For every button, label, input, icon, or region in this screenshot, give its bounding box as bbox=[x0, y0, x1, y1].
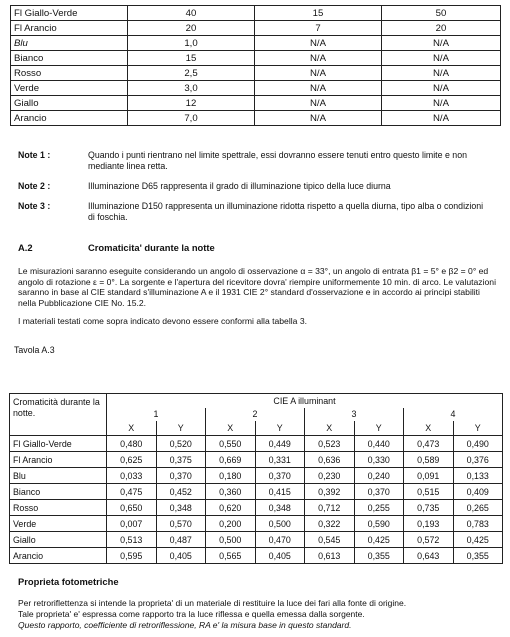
table-cell: N/A bbox=[382, 81, 501, 96]
table-cell: N/A bbox=[382, 36, 501, 51]
table-cell: 15 bbox=[128, 51, 255, 66]
table-cell: 0,033 bbox=[107, 468, 157, 484]
row-label: Fl Giallo-Verde bbox=[10, 436, 107, 452]
table-cell: N/A bbox=[255, 36, 382, 51]
table-cell: N/A bbox=[255, 96, 382, 111]
table-row bbox=[11, 111, 501, 126]
table-cell: 3,0 bbox=[128, 81, 255, 96]
table-row bbox=[10, 452, 503, 468]
table-row bbox=[10, 516, 503, 532]
table-cell: 0,091 bbox=[404, 468, 454, 484]
table-cell: 0,133 bbox=[453, 468, 503, 484]
note-2-text: Illuminazione D65 rappresenta il grado di illuminazione tipico della luce diurna bbox=[88, 181, 391, 191]
table-a3-caption: Tavola A.3 bbox=[14, 345, 55, 355]
table-cell: 0,370 bbox=[255, 468, 305, 484]
table-cell: 0,230 bbox=[305, 468, 355, 484]
row-label: Arancio bbox=[11, 111, 128, 126]
table-row bbox=[10, 532, 503, 548]
header-group: 1 bbox=[107, 408, 206, 421]
header-main: CIE A illuminant bbox=[107, 394, 503, 409]
row-label: Blu bbox=[11, 36, 128, 51]
notes-block bbox=[18, 150, 498, 220]
table-cell: 0,392 bbox=[305, 484, 355, 500]
table-cell: 0,348 bbox=[255, 500, 305, 516]
chromaticity-table bbox=[9, 393, 503, 564]
table-cell: 40 bbox=[128, 6, 255, 21]
table-cell: 0,625 bbox=[107, 452, 157, 468]
table-cell: 0,409 bbox=[453, 484, 503, 500]
table-row bbox=[11, 51, 501, 66]
table-cell: 15 bbox=[255, 6, 382, 21]
table-cell: 0,452 bbox=[156, 484, 206, 500]
header-group: 4 bbox=[404, 408, 503, 421]
table-cell: N/A bbox=[255, 66, 382, 81]
note-1-text: Quando i punti rientrano nel limite spettrale, essi dovranno essere tenuti entro questo limite e non mediante linea retta. bbox=[88, 150, 467, 171]
table-cell: N/A bbox=[382, 96, 501, 111]
table-cell: 0,589 bbox=[404, 452, 454, 468]
table-cell: 0,520 bbox=[156, 436, 206, 452]
table-cell: N/A bbox=[382, 51, 501, 66]
table-row bbox=[10, 500, 503, 516]
table-row bbox=[11, 21, 501, 36]
section-a2-paragraph: Le misurazioni saranno eseguite considerando un angolo di osservazione α = 33°, un angolo di entrata β1 = 5° e β2 = 0° ed angolo di rotazione ε = 0°. La sorgente e l'apertura del ricevitore dovra' riempire uniformemente 10 min. di arco. Le valutazioni saranno in base al CIE standard s'illuminazione A e il 1931 CIE 2° standard d'osservazione e in accordo ai principi stabiliti nella Pubblicazione CIE No. 15.2. bbox=[18, 266, 496, 308]
note-1-label: Note 1 : bbox=[18, 150, 51, 160]
row-label: Verde bbox=[10, 516, 107, 532]
row-label: Giallo bbox=[10, 532, 107, 548]
header-axis: X bbox=[404, 421, 454, 436]
photometric-line-3: Questo rapporto, coefficiente di retroriflessione, RA e' la misura base in questo standard. bbox=[18, 620, 352, 630]
header-axis: Y bbox=[354, 421, 404, 436]
table-cell: 0,265 bbox=[453, 500, 503, 516]
table-row bbox=[10, 468, 503, 484]
table-cell: 0,425 bbox=[354, 532, 404, 548]
table-cell: 0,669 bbox=[206, 452, 256, 468]
row-label: Giallo bbox=[11, 96, 128, 111]
table-cell: 1,0 bbox=[128, 36, 255, 51]
table-cell: 0,515 bbox=[404, 484, 454, 500]
table-cell: 0,375 bbox=[156, 452, 206, 468]
table-cell: 0,545 bbox=[305, 532, 355, 548]
header-axis: Y bbox=[453, 421, 503, 436]
note-2-label: Note 2 : bbox=[18, 181, 51, 191]
section-a2-conformity: I materiali testati come sopra indicato devono essere conformi alla tabella 3. bbox=[18, 316, 307, 326]
table-cell: 0,712 bbox=[305, 500, 355, 516]
header-name: Cromaticità durante la notte. bbox=[10, 394, 107, 436]
table-cell: 0,473 bbox=[404, 436, 454, 452]
header-axis: X bbox=[206, 421, 256, 436]
table-cell: 0,440 bbox=[354, 436, 404, 452]
table-cell: 7,0 bbox=[128, 111, 255, 126]
luminance-table bbox=[10, 5, 501, 126]
table-cell: 0,735 bbox=[404, 500, 454, 516]
table-cell: N/A bbox=[382, 66, 501, 81]
photometric-line-2: Tale proprieta' e' espressa come rapporto tra la luce riflessa e quella emessa dalla sorgente. bbox=[18, 609, 365, 619]
table-cell: N/A bbox=[255, 111, 382, 126]
row-label: Fl Arancio bbox=[10, 452, 107, 468]
table-cell: 0,620 bbox=[206, 500, 256, 516]
table-cell: 0,322 bbox=[305, 516, 355, 532]
table-cell: 0,550 bbox=[206, 436, 256, 452]
table-cell: 20 bbox=[382, 21, 501, 36]
table-cell: 0,565 bbox=[206, 548, 256, 564]
table-cell: 2,5 bbox=[128, 66, 255, 81]
table-row bbox=[11, 36, 501, 51]
table-cell: N/A bbox=[382, 111, 501, 126]
table-cell: 0,240 bbox=[354, 468, 404, 484]
row-label: Rosso bbox=[10, 500, 107, 516]
table-cell: 0,415 bbox=[255, 484, 305, 500]
table-cell: 0,348 bbox=[156, 500, 206, 516]
table-cell: 0,376 bbox=[453, 452, 503, 468]
table-cell: 0,255 bbox=[354, 500, 404, 516]
table-cell: 0,405 bbox=[156, 548, 206, 564]
table-cell: 0,643 bbox=[404, 548, 454, 564]
section-a2-number: A.2 bbox=[18, 242, 33, 253]
table-cell: 0,370 bbox=[156, 468, 206, 484]
table-cell: 0,355 bbox=[453, 548, 503, 564]
table-cell: 0,470 bbox=[255, 532, 305, 548]
table-cell: 0,405 bbox=[255, 548, 305, 564]
table-cell: 20 bbox=[128, 21, 255, 36]
table-cell: 0,513 bbox=[107, 532, 157, 548]
table-cell: N/A bbox=[255, 51, 382, 66]
table-cell: 0,572 bbox=[404, 532, 454, 548]
table-row bbox=[11, 66, 501, 81]
note-3-label: Note 3 : bbox=[18, 201, 51, 211]
table-cell: 0,425 bbox=[453, 532, 503, 548]
table-cell: 0,590 bbox=[354, 516, 404, 532]
note-3-text: Illuminazione D150 rappresenta un illuminazione ridotta rispetto a quella diurna, tipo alba o condizioni di foschia. bbox=[88, 201, 484, 222]
row-label: Bianco bbox=[10, 484, 107, 500]
table-cell: 0,500 bbox=[255, 516, 305, 532]
table-cell: 0,007 bbox=[107, 516, 157, 532]
table-cell: 0,523 bbox=[305, 436, 355, 452]
header-axis: X bbox=[107, 421, 157, 436]
table-cell: 0,500 bbox=[206, 532, 256, 548]
row-label: Arancio bbox=[10, 548, 107, 564]
table-cell: 0,355 bbox=[354, 548, 404, 564]
row-label: Bianco bbox=[11, 51, 128, 66]
header-axis: Y bbox=[156, 421, 206, 436]
table-cell: 0,783 bbox=[453, 516, 503, 532]
photometric-line-1: Per retroriflettenza si intende la proprieta' di un materiale di restituire la luce dei fari alla fonte di origine. bbox=[18, 598, 407, 608]
table-row bbox=[11, 96, 501, 111]
table-cell: 0,636 bbox=[305, 452, 355, 468]
table-cell: 12 bbox=[128, 96, 255, 111]
table-cell: 7 bbox=[255, 21, 382, 36]
row-label: Fl Arancio bbox=[11, 21, 128, 36]
table-cell: 0,490 bbox=[453, 436, 503, 452]
table-row bbox=[10, 484, 503, 500]
row-label: Rosso bbox=[11, 66, 128, 81]
table-cell: 0,331 bbox=[255, 452, 305, 468]
header-axis: X bbox=[305, 421, 355, 436]
row-label: Blu bbox=[10, 468, 107, 484]
header-group: 2 bbox=[206, 408, 305, 421]
row-label: Fl Giallo-Verde bbox=[11, 6, 128, 21]
table-row bbox=[11, 6, 501, 21]
table-cell: N/A bbox=[255, 81, 382, 96]
table-row bbox=[11, 81, 501, 96]
table-cell: 0,650 bbox=[107, 500, 157, 516]
table-cell: 0,370 bbox=[354, 484, 404, 500]
section-a2-title: Cromaticita' durante la notte bbox=[88, 242, 215, 253]
section-photometric-title: Proprieta fotometriche bbox=[18, 576, 119, 587]
table-cell: 0,487 bbox=[156, 532, 206, 548]
table-cell: 0,570 bbox=[156, 516, 206, 532]
table-cell: 0,330 bbox=[354, 452, 404, 468]
table-cell: 0,200 bbox=[206, 516, 256, 532]
table-row bbox=[10, 436, 503, 452]
table-row bbox=[10, 548, 503, 564]
header-group: 3 bbox=[305, 408, 404, 421]
table-cell: 0,180 bbox=[206, 468, 256, 484]
table-cell: 0,480 bbox=[107, 436, 157, 452]
table-cell: 0,449 bbox=[255, 436, 305, 452]
table-cell: 0,475 bbox=[107, 484, 157, 500]
table-cell: 0,360 bbox=[206, 484, 256, 500]
header-axis: Y bbox=[255, 421, 305, 436]
table-cell: 0,595 bbox=[107, 548, 157, 564]
table-cell: 0,613 bbox=[305, 548, 355, 564]
row-label: Verde bbox=[11, 81, 128, 96]
table-cell: 0,193 bbox=[404, 516, 454, 532]
table-cell: 50 bbox=[382, 6, 501, 21]
